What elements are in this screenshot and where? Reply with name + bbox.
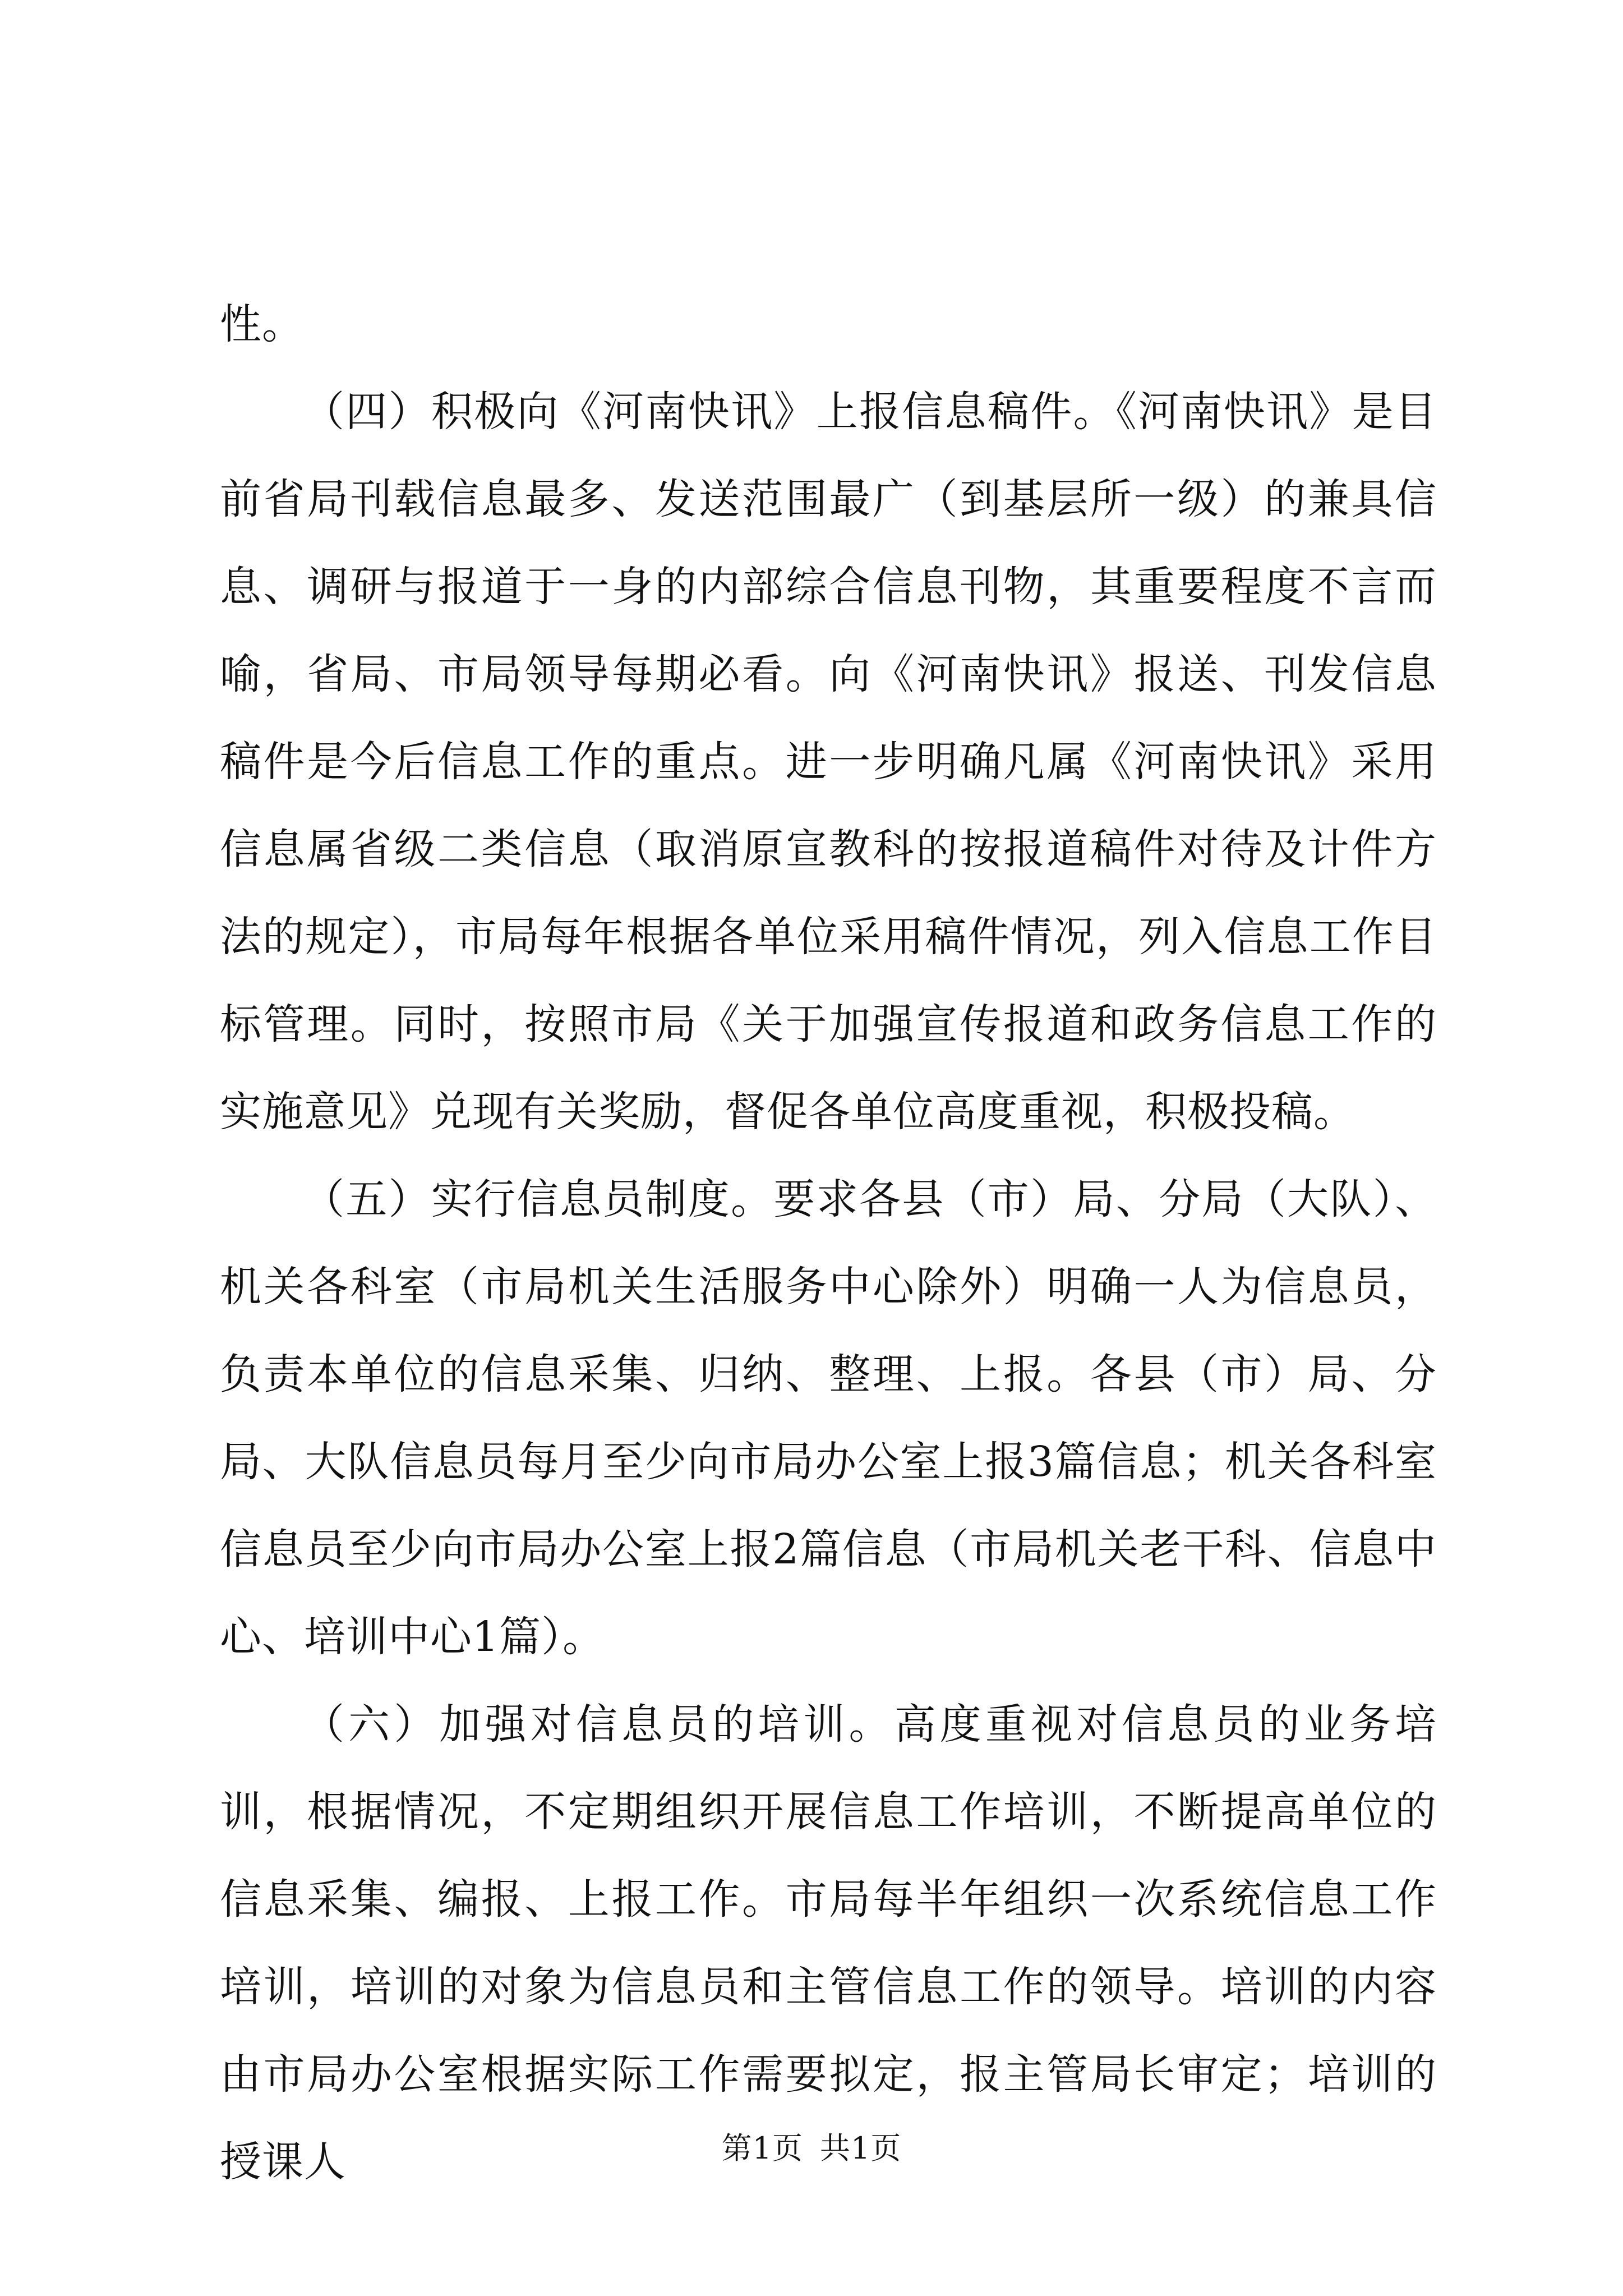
paragraph-info-officer-training: （六）加强对信息员的培训。高度重视对信息员的业务培训，根据情况，不定期组织开展信息工作培训，不断提高单位的信息采集、编报、上报工作。市局每半年组织一次系统信息工作培训，培训的对象为信息员和主管信息工作的领导。培训的内容由市局办公室根据实际工作需要拟定，报主管局长审定；培训的授课人 <box>220 1700 1437 2186</box>
page-total: 共1页 <box>820 2131 902 2166</box>
page-number: 第1页 <box>721 2131 803 2166</box>
paragraph-henan-kuaixun: （四）积极向《河南快讯》上报信息稿件。《河南快讯》是目前省局刊载信息最多、发送范围最广（到基层所一级）的兼具信息、调研与报道于一身的内部综合信息刊物，其重要程度不言而喻，省局、市局领导每期必看。向《河南快讯》报送、刊发信息稿件是今后信息工作的重点。进一步明确凡属《河南快讯》采用信息属省级二类信息（取消原宣教科的按报道稿件对待及计件方法的规定），市局每年根据各单位采用稿件情况，列入信息工作目标管理。同时，按照市局《关于加强宣传报道和政务信息工作的实施意见》兑现有关奖励，督促各单位高度重视，积极投稿。 <box>220 388 1437 1136</box>
paragraph-continuation: 性。 <box>220 300 304 348</box>
document-body <box>220 280 1437 2206</box>
paragraph-info-officer-system: （五）实行信息员制度。要求各县（市）局、分局（大队）、机关各科室（市局机关生活服务中心除外）明确一人为信息员，负责本单位的信息采集、归纳、整理、上报。各县（市）局、分局、大队信息员每月至少向市局办公室上报3篇信息；机关各科室信息员至少向市局办公室上报2篇信息（市局机关老干科、信息中心、培训中心1篇）。 <box>220 1175 1437 1661</box>
page-footer <box>0 2129 1623 2168</box>
